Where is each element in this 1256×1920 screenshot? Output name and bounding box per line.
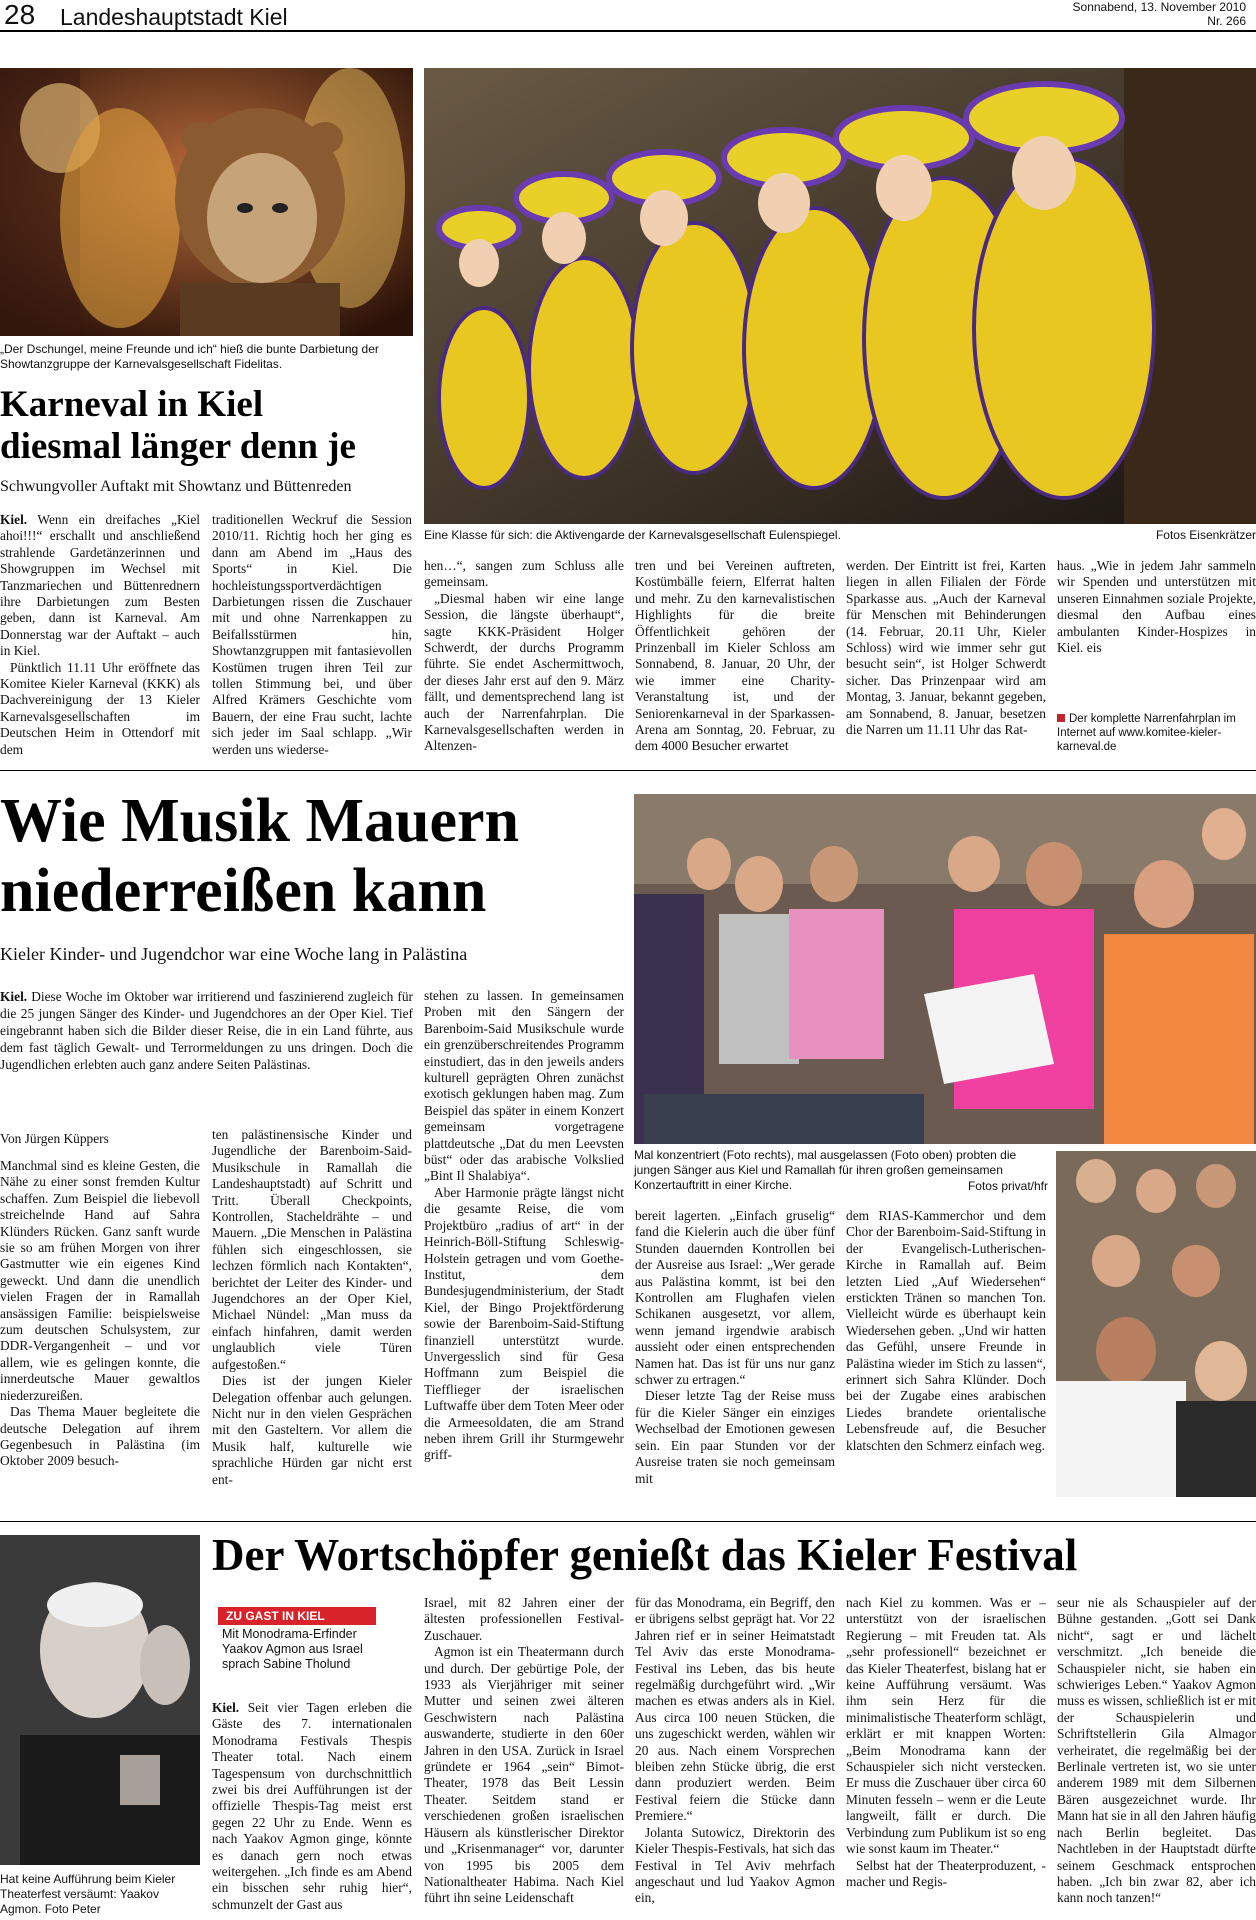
karneval-col-2: traditionellen Weckruf die Session 2010/11. Richtig hoch her ging es dann am Abend im „Haus des Sports“ in Kiel. Die hochleistungssportverdächtigen Darbietungen rissen die Zuschauer mit und ohne Narrenkappen zu Beifallsstürmen hin, Showtanzgruppen mit fantasievollen Kostümen trugen ihren Teil zur tollen Stimmung bei, und über Alfred Krämers Geschichte vom Bauern, der eine Frau sucht, lachte sich jeder im Saal schlapp. „Wir werden uns wiederse- — [212, 512, 412, 757]
header-rule — [0, 30, 1256, 32]
caption-guard: Eine Klasse für sich: die Aktivengarde der Karnevalsgesellschaft Eulenspiegel. — [424, 528, 841, 542]
photo-choir-singing — [1056, 1151, 1256, 1497]
headline-musik: Wie Musik Mauern niederreißen kann — [0, 787, 519, 925]
musik-lead: Kiel. Diese Woche im Oktober war irritierend und faszinierend zugleich für die 25 jungen Sänger des Kinder- und Jugendchores an der Oper Kiel. Tief eingebrannt haben sich die Bilder dieser Reise, die in ein Land führte, aus dem fast täglich Gewalt- und Terrormeldungen zu uns dringen. Doch die Jugendlichen erlebten auch ganz andere Seiten Palästinas. — [0, 989, 413, 1072]
subhead-karneval: Schwungvoller Auftakt mit Showtanz und Büttenreden — [0, 478, 352, 495]
zu-gast-text: Mit Monodrama-Erfinder Yaakov Agmon aus Israel sprach Sabine Tholund — [218, 1625, 376, 1672]
subhead-musik: Kieler Kinder- und Jugendchor war eine Woche lang in Palästina — [0, 944, 468, 964]
photo-yaakov-agmon — [0, 1535, 200, 1865]
karneval-col-4: tren und bei Vereinen auftreten, Kostümbälle feiern, Elferrat halten und mehr. Zu den karnevalistischen Highlights für die breite Öffentlichkeit gehören der Prinzenball im Kieler Schloss am Sonnabend, 8. Januar, 20 Uhr, der wie immer eine Charity-Veranstaltung ist, und der Seniorenkarneval in der Sparkassen-Arena am Sonntag, 20. Februar, zu dem 4000 Besucher erwartet — [635, 558, 835, 754]
headline-karneval: Karneval in Kiel diesmal länger denn je — [0, 384, 356, 467]
divider — [0, 1521, 1256, 1522]
info-narrenfahrplan: Der komplette Narrenfahrplan im Internet auf www.komitee-kieler-karneval.de — [1057, 713, 1236, 753]
photo-carnival-guard — [424, 68, 1256, 524]
karneval-col-3: hen…“, sangen zum Schluss alle gemeinsam. „Diesmal haben wir eine lange Session, die längste überhaupt“, sagte KKK-Präsident Holger Schwerdt, der durchs Programm führte. Sie endet Aschermittwoch, der dieses Jahr erst auf den 9. März fällt, und dementsprechend lang ist auch der Narrenfahrplan. Die Karnevalsgesellschaften werden in Altenzen- — [424, 558, 624, 754]
issue-date: Sonnabend, 13. November 2010 Nr. 266 — [1072, 0, 1246, 28]
karneval-col-5: werden. Der Eintritt ist frei, Karten liegen in allen Filialen der Förde Sparkasse aus. „Auch der Karneval für Menschen mit Behinderungen (14. Februar, 20.11 Uhr, Kieler Schloss) wird wie immer sehr gut besucht sein“, ist Holger Schwerdt sicher. Das Prinzenpaar wird am Montag, 3. Januar, bekannt gegeben, am Sonnabend, 8. Januar, besetzen die Narren um 11.11 Uhr das Rat- — [846, 558, 1046, 738]
page-number: 28 — [4, 0, 36, 30]
agmon-col-3: für das Monodrama, ein Begriff, den er übrigens selbst geprägt hat. Vor 22 Jahren rief er in seiner Heimatstadt Tel Aviv das erste Monodrama-Festival ins Leben, das bis heute regelmäßig durchgeführt wird. „Wir machen es etwas anders als in Kiel. Aus circa 100 neuen Stücken, die uns zugeschickt werden, wählen wir 20 aus. Nach einem Vorsprechen bleiben zehn Stücke übrig, die erst dann produziert werden. Beim Festival feiern die Stücke dann Premiere.“ Jolanta Sutowicz, Direktorin des Kieler Thespis-Festivals, hat sich das Festival in Tel Aviv mehrfach angeschaut und lud Yaakov Agmon ein, — [635, 1595, 835, 1906]
zu-gast-tag: ZU GAST IN KIEL — [218, 1607, 376, 1625]
musik-col-4: bereit lagerten. „Einfach gruselig“ fand die Kielerin auch die über fünf Stunden dauernden Kontrollen bei der Ausreise aus Israel: „Wer gerade aus Palästina kommt, ist bei den Kontrollen am Flughafen vielen Schikanen ausgesetzt, vor allem, wenn jemand irgendwie arabisch aussieht oder einen entsprechenden Namen hat. Das ist für uns nur ganz schwer zu ertragen.“ Dieser letzte Tag der Reise muss für die Kieler Sänger ein einziges Wechselbad der Emotionen gewesen sein. Ein paar Stunden vor der Ausreise traten sie noch gemeinsam mit — [635, 1208, 835, 1486]
zu-gast-box — [218, 1607, 376, 1672]
musik-col-3: stehen zu lassen. In gemeinsamen Proben mit den Sängern der Barenboim-Said Musikschule wurde ein grenzüberschreitendes Programm einstudiert, das in den jeweils anders kulturell geprägten Ohren zunächst exotisch geklungen haben mag. Zum Beispiel das später in einem Konzert gemeinsam vorgetragene plattdeutsche „Dat du men Leevsten büst“ oder das arabische Volkslied „Bint Il Shalabiya“. Aber Harmonie prägte längst nicht die gesamte Reise, die vom Projektbüro „radius of art“ in der Heinrich-Böll-Stiftung Schleswig-Holstein getragen und vom Goethe-Institut, dem Bundesjugendministerium, der Stadt Kiel, der Bingo Projektförderung sowie der Barenboim-Said-Stiftung finanziell unterstützt wurde. Unvergesslich sind für Gesa Hoffmann zum Beispiel die Tiefflieger der israelischen Luftwaffe über dem Toten Meer oder die Armeesoldaten, die am Strand neben ihrem Grill ihr Sturmgewehr griff- — [424, 988, 624, 1463]
caption-choir: Mal konzentriert (Foto rechts), mal ausgelassen (Foto oben) probten die jungen Sänger aus Kiel und Ramallah für ihren großen gemeinsamen Konzertauftritt in einer Kirche. — [634, 1148, 1017, 1192]
karneval-col-1: Kiel. Wenn ein dreifaches „Kiel ahoi!!!“ erschallt und anschließend strahlende Gardetänzerinnen und Showgruppen im Wechsel mit Tanzmariechen und Büttenrednern ihre Darbietungen zum Besten geben, dann ist Karneval. Am Donnerstag war der Auftakt – auch in Kiel. Pünktlich 11.11 Uhr eröffnete das Komitee Kieler Karneval (KKK) als Dachvereinigung der 13 Kieler Karnevalsgesellschaften im Deutschen Heim in Ottendorf mit dem — [0, 512, 200, 757]
agmon-col-2: Israel, mit 82 Jahren einer der ältesten professionellen Festival-Zuschauer. Agmon ist ein Theatermann durch und durch. Der gebürtige Pole, der 1933 als Vierjähriger mit seiner Mutter und seinen zwei älteren Geschwistern nach Palästina auswanderte, studierte in den 60er Jahren in den USA. Zurück in Israel gründete er 1964 „sein“ Bimot-Theater, 1978 das Beit Lessin Theater. Seitdem stand er verschiedenen großen israelischen Häusern als künstlerischer Direktor und „Krisenmanager“ vor, darunter von 1995 bis 2005 dem Nationaltheater Habima. Nach Kiel führt ihn seine Leidenschaft — [424, 1595, 624, 1906]
agmon-col-1: Kiel. Seit vier Tagen erleben die Gäste des 7. internationalen Monodrama Festivals Thespis Theater total. Nach einem Tagespensum von durchschnittlich zwei bis drei Aufführungen ist der offizielle Thespis-Tag meist erst gegen 22 Uhr zu Ende. Wenn es nach Yaakov Agmon ginge, könnte es danach gern noch etwas weitergehen. „Ich finde es am Abend ein bisschen sehr ruhig hier“, schmunzelt der Gast aus — [212, 1700, 412, 1912]
info-bullet-icon — [1057, 714, 1065, 722]
musik-col-1: Manchmal sind es kleine Gesten, die Nähe zu einer sonst fremden Kultur schaffen. Zum Beispiel die liebevoll streichelnde Hand auf Sahra Klünders Rücken. Ganz sanft wurde sie so am frühen Morgen von ihrer Gastmutter wie ein eigenes Kind geweckt. Und dann die unendlich vielen Fragen der in Ramallah ansässigen Familie: beispielsweise zum deutschen Schulsystem, zur DDR-Vergangenheit – und vor allem, wie es gelingen konnte, die innerdeutsche Mauer gewaltlos niederzureißen. Das Thema Mauer begleitete die deutsche Delegation auf ihrem Gegenbesuch in Palästina (im Oktober 2009 besuch- — [0, 1158, 200, 1469]
credit-choir: Fotos privat/hfr — [967, 1179, 1048, 1193]
agmon-col-5: seur nie als Schauspieler auf der Bühne gestanden. „Gott sei Dank nicht“, sagt er und lächelt verschmitzt. „Ich beneide die Schauspieler nicht, sie haben ein schwieriges Leben.“ Yaakov Agmon muss es wissen, schließlich ist er mit der Schauspielerin und Schriftstellerin Gila Almagor verheiratet, die regelmäßig bei der Berlinale vertreten ist, wo sie unter anderem 1989 mit dem Silbernen Bären ausgezeichnet wurde. Ihr Mann hat sie in all den Jahren häufig nach Berlin begleitet. Das Nachtleben in der Hauptstadt dürfte seinem Geschmack entsprochen haben. „Ich bin zwar 82, aber ich kann noch tanzen!“ — [1057, 1595, 1256, 1906]
section-title: Landeshauptstadt Kiel — [60, 4, 288, 30]
musik-col-2: ten palästinensische Kinder und Jugendliche der Barenboim-Said-Musikschule in Ramallah die Landeshauptstadt) auf Schritt und Tritt. Überall Checkpoints, Kontrollen, Stacheldrähte – und Mauern. „Die Menschen in Palästina fühlen sich eingeschlossen, sie lechzen förmlich nach Kontakten“, berichtet der Leiter des Kinder- und Jugendchores an der Oper Kiel, Michael Nündel: „Man muss da einfach hinfahren, damit werden unglaublich viele Türen aufgestoßen.“ Dies ist der jungen Kieler Delegation offenbar auch gelungen. Nicht nur in den vielen Gesprächen mit den Gasteltern. Vor allem die Musik half, kulturelle wie sprachliche Hürden gar nicht erst ent- — [212, 1127, 412, 1487]
musik-col-5: dem RIAS-Kammerchor und dem Chor der Barenboim-Said-Stiftung in der Evangelisch-Lutherischen-Kirche in Ramallah auf. Beim letzten Lied „Auf Wiedersehen“ erstickten Tränen so manchen Ton. Vielleicht würde es überhaupt kein Wiedersehen geben. „Und wir hatten das Gefühl, unsere Freunde in Palästina wieder im Stich zu lassen“, erinnert sich Sahra Klünder. Doch bei der Zugabe eines arabischen Liedes brandete orientalische Lebensfreude auf, die Besucher klatschten den Schmerz einfach weg. — [846, 1208, 1046, 1453]
photo-choir-rehearsal — [634, 794, 1256, 1144]
credit-guard: Fotos Eisenkrätzer — [1155, 528, 1256, 542]
byline: Von Jürgen Küppers — [0, 1131, 109, 1146]
headline-wortschoepfer: Der Wortschöpfer genießt das Kieler Festival — [212, 1530, 1078, 1580]
photo-jungle-costume — [0, 68, 413, 336]
karneval-col-6: haus. „Wie in jedem Jahr sammeln wir Spenden und unterstützen mit unseren Einnahmen soziale Projekte, diesmal den Aufbau eines ambulanten Kinder-Hospizes in Kiel. eis — [1057, 558, 1256, 656]
agmon-col-4: nach Kiel zu kommen. Was er – unterstützt von der israelischen Regierung – mit Freuden tat. Als „sehr professionell“ bezeichnet er das Kieler Theaterfest, bislang hat er keine Aufführung versäumt. Was ihm sein Herz für die minimalistische Theaterform schlägt, erklärt er mit knappen Worten: „Beim Monodrama kann der Schauspieler sich nicht verstecken. Er muss die Zuschauer über circa 60 Minuten fesseln – wenn er die Leute langweilt, fällt er durch. Die Verbindung zum Publikum ist so eng wie sonst kaum im Theater.“ Selbst hat der Theaterproduzent, -macher und Regis- — [846, 1595, 1046, 1889]
caption-jungle: „Der Dschungel, meine Freunde und ich“ hieß die bunte Darbietung der Showtanzgruppe der Karnevalsgesellschaft Fidelitas. — [0, 342, 379, 371]
caption-agmon: Hat keine Aufführung beim Kieler Theaterfest versäumt: Yaakov Agmon. Foto Peter — [0, 1872, 176, 1916]
divider — [0, 770, 1256, 771]
